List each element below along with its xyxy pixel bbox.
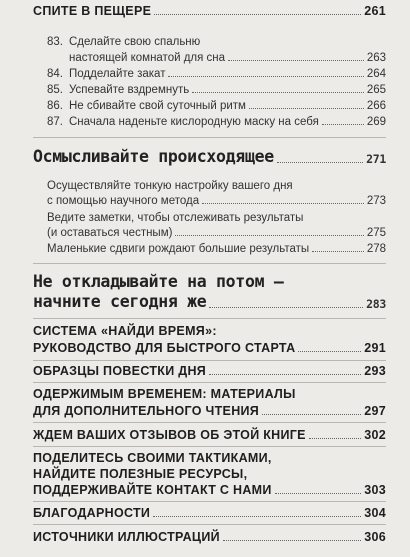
- toc-reading-line1: ОДЕРЖИМЫМ ВРЕМЕНЕМ: МАТЕРИАЛЫ: [33, 387, 296, 401]
- divider: [33, 263, 386, 264]
- toc-item-83-number: 83.: [47, 36, 63, 48]
- page-number: 278: [366, 243, 386, 255]
- toc-item-reflect-3[interactable]: [47, 243, 386, 255]
- page-number: 283: [366, 297, 386, 311]
- dot-leader: [228, 59, 364, 61]
- item-title: Не сбивайте свой суточный ритм: [69, 100, 246, 112]
- page-number: 297: [364, 404, 386, 418]
- toc-item-83[interactable]: [69, 52, 386, 64]
- section-title-line3: ПОДДЕРЖИВАЙТЕ КОНТАКТ С НАМИ: [33, 483, 272, 497]
- section-title: ЖДЕМ ВАШИХ ОТЗЫВОВ ОБ ЭТОЙ КНИГЕ: [33, 428, 306, 442]
- toc-item-86[interactable]: [47, 100, 386, 112]
- divider: [33, 318, 386, 319]
- page-number: 306: [364, 530, 386, 544]
- divider: [33, 137, 386, 138]
- section-title: ИСТОЧНИКИ ИЛЛЮСТРАЦИЙ: [33, 530, 220, 544]
- dot-leader: [262, 413, 361, 415]
- page-number: 302: [364, 428, 386, 442]
- dot-leader: [223, 539, 361, 541]
- page-number: 273: [366, 195, 386, 207]
- dot-leader: [249, 107, 364, 109]
- toc-section-thanks[interactable]: [33, 506, 386, 520]
- page-number: 293: [364, 364, 386, 378]
- toc-section-feedback[interactable]: [33, 428, 386, 442]
- dot-leader: [277, 161, 363, 163]
- dot-leader: [322, 123, 364, 125]
- toc-chapter-start[interactable]: [33, 292, 386, 311]
- toc-item-83-line2: настоящей комнатой для сна: [69, 52, 226, 64]
- page-number: 261: [364, 4, 386, 18]
- divider: [33, 446, 386, 447]
- dot-leader: [209, 306, 363, 308]
- toc-section-reading[interactable]: [33, 404, 386, 418]
- dot-leader: [192, 91, 364, 93]
- page-number: 263: [366, 52, 386, 64]
- page-number: 304: [364, 506, 386, 520]
- dot-leader: [312, 250, 364, 252]
- toc-chapter-reflect[interactable]: [33, 147, 386, 166]
- dot-leader: [209, 373, 361, 375]
- divider: [33, 360, 386, 361]
- toc-quickstart-line1: СИСТЕМА «НАЙДИ ВРЕМЯ»:: [33, 324, 217, 338]
- toc-share-line1: ПОДЕЛИТЕСЬ СВОИМИ ТАКТИКАМИ,: [33, 451, 272, 465]
- toc-item-reflect-1-line1: Осуществляйте тонкую настройку вашего дня: [47, 180, 293, 192]
- divider: [33, 501, 386, 502]
- dot-leader: [168, 75, 363, 77]
- section-title: БЛАГОДАРНОСТИ: [33, 506, 151, 520]
- toc-share-line2: НАЙДИТЕ ПОЛЕЗНЫЕ РЕСУРСЫ,: [33, 467, 248, 481]
- item-title: Подделайте закат: [69, 68, 166, 80]
- page-number: 265: [366, 84, 386, 96]
- item-line2: (и оставаться честным): [47, 227, 173, 239]
- dot-leader: [275, 492, 362, 494]
- toc-section-agenda[interactable]: [33, 364, 386, 378]
- section-title-line2: ДЛЯ ДОПОЛНИТЕЛЬНОГО ЧТЕНИЯ: [33, 404, 260, 418]
- divider: [33, 524, 386, 525]
- page-number: 303: [364, 483, 386, 497]
- dot-leader: [154, 13, 361, 15]
- section-title: ОБРАЗЦЫ ПОВЕСТКИ ДНЯ: [33, 364, 207, 378]
- page-number: 271: [366, 152, 386, 166]
- dot-leader: [153, 515, 361, 517]
- chapter-title: Осмысливайте происходящее: [33, 147, 274, 166]
- divider: [33, 382, 386, 383]
- toc-item-reflect-1[interactable]: [47, 195, 386, 207]
- dot-leader: [309, 437, 361, 439]
- page-number: 264: [366, 68, 386, 80]
- toc-item-83-line1: Сделайте свою спальню: [69, 36, 201, 48]
- section-title: СПИТЕ В ПЕЩЕРЕ: [33, 4, 152, 18]
- toc-section-share[interactable]: [33, 483, 386, 497]
- dot-leader: [298, 350, 361, 352]
- toc-section-sleep[interactable]: [33, 4, 386, 18]
- toc-section-quickstart[interactable]: [33, 341, 386, 355]
- page-number: 291: [364, 341, 386, 355]
- page-number: 269: [366, 116, 386, 128]
- toc-item-87[interactable]: [47, 116, 386, 128]
- item-title: Успевайте вздремнуть: [69, 84, 190, 96]
- item-title: Маленькие сдвиги рождают большие результаты: [47, 243, 310, 255]
- dot-leader: [202, 202, 364, 204]
- item-line2: с помощью научного метода: [47, 195, 200, 207]
- divider: [33, 422, 386, 423]
- dot-leader: [175, 234, 363, 236]
- item-title: Сначала наденьте кислородную маску на себя: [69, 116, 319, 128]
- section-title-line2: РУКОВОДСТВО ДЛЯ БЫСТРОГО СТАРТА: [33, 341, 296, 355]
- toc-item-reflect-2-line1: Ведите заметки, чтобы отслеживать результаты: [47, 212, 304, 224]
- page-number: 275: [366, 227, 386, 239]
- toc-item-84[interactable]: [47, 68, 386, 80]
- item-number: 87.: [47, 116, 63, 128]
- item-number: 86.: [47, 100, 63, 112]
- toc-item-reflect-2[interactable]: [47, 227, 386, 239]
- page-number: 266: [366, 100, 386, 112]
- toc-chapter-start-line1: Не откладывайте на потом —: [33, 272, 284, 291]
- item-number: 85.: [47, 84, 63, 96]
- chapter-title-line2: начните сегодня же: [33, 292, 207, 311]
- item-number: 84.: [47, 68, 63, 80]
- toc-section-illustrations[interactable]: [33, 530, 386, 544]
- toc-item-85[interactable]: [47, 84, 386, 96]
